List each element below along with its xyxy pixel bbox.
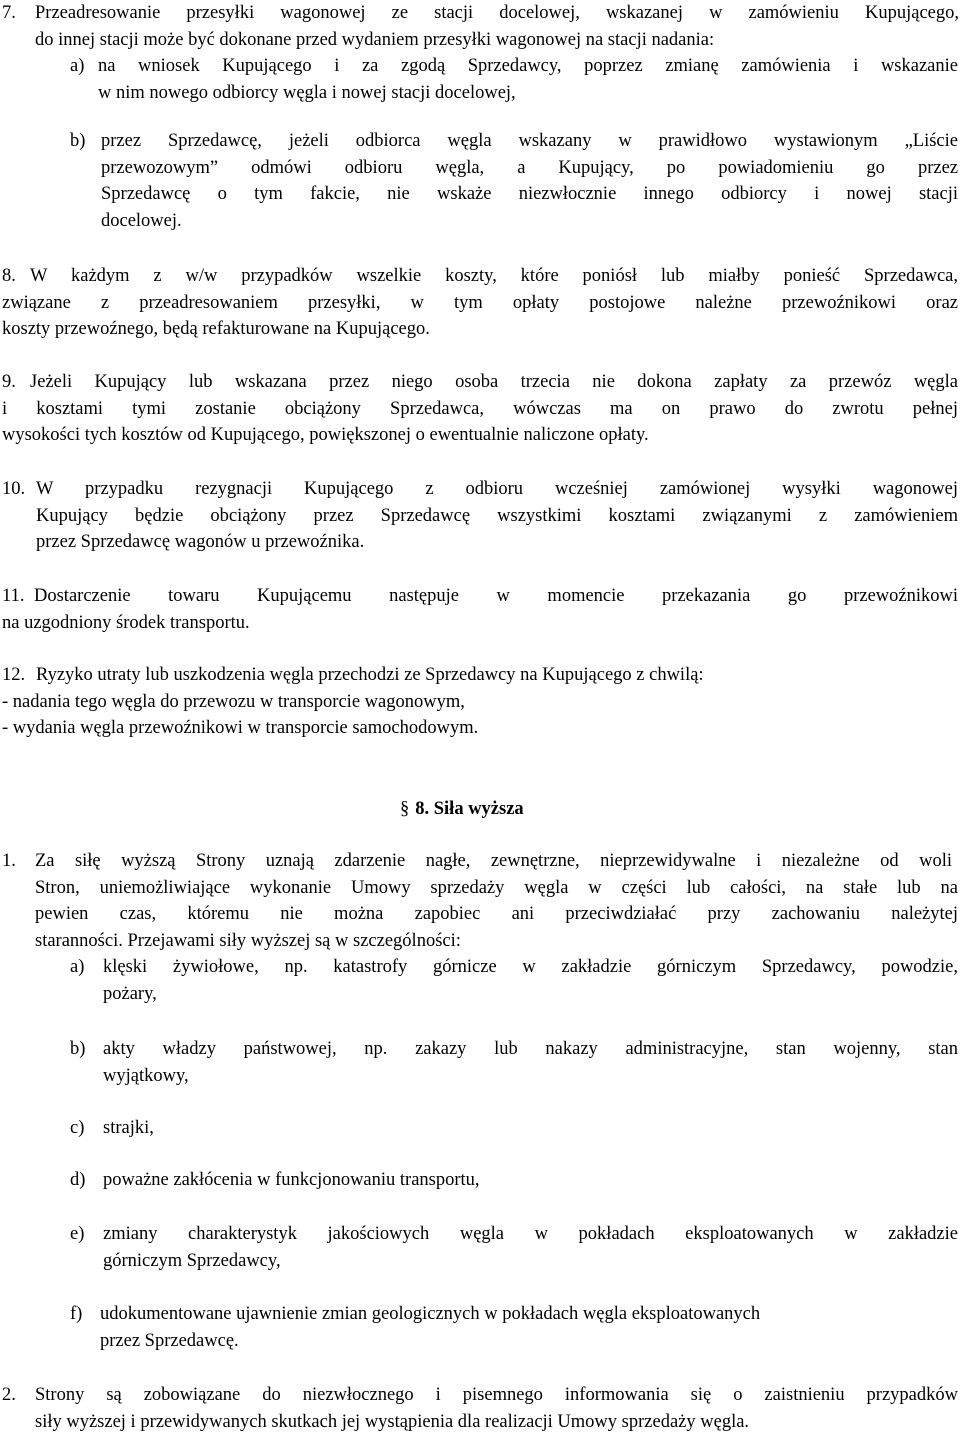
list-item-text-line: poważne zakłócenia w funkcjonowaniu transportu, <box>103 1170 480 1190</box>
paragraph-11 <box>0 583 960 636</box>
section-title: 8. Siła wyższa <box>415 799 524 819</box>
force-majeure-item-f <box>0 1301 960 1354</box>
list-label: e) <box>70 1224 85 1244</box>
paragraph-12 <box>0 662 960 742</box>
paragraph-text-line: pewien czas, któremu nie można zapobiec ani przeciwdziałać przy zachowaniu należytej <box>35 904 958 925</box>
paragraph-number: 7. <box>2 3 16 23</box>
list-label: c) <box>70 1118 85 1138</box>
list-label: b) <box>70 1039 86 1059</box>
list-item-text-line: górniczym Sprzedawcy, <box>103 1250 281 1271</box>
list-item-text-line: wyjątkowy, <box>103 1065 189 1086</box>
paragraph-text-line: związane z przeadresowaniem przesyłki, w tym opłaty postojowe należne przewoźnikowi oraz <box>2 292 958 313</box>
paragraph-number: 11. <box>2 586 25 606</box>
paragraph-text-line: W przypadku rezygnacji Kupującego z odbioru wcześniej zamówionej wysyłki wagonowej <box>36 479 958 499</box>
list-item-text-line: strajki, <box>103 1118 154 1138</box>
paragraph-number: 1. <box>2 851 16 871</box>
paragraph-8 <box>0 263 960 343</box>
list-item-text-line: pożary, <box>103 983 157 1004</box>
paragraph-number: 10. <box>2 479 26 499</box>
list-item-text-line: klęski żywiołowe, np. katastrofy górnicze w zakładzie górniczym Sprzedawcy, powodzie, <box>103 957 958 978</box>
paragraph-10 <box>0 476 960 556</box>
paragraph-text-line: Ryzyko utraty lub uszkodzenia węgla przechodzi ze Sprzedawcy na Kupującego z chwilą: <box>36 665 704 685</box>
list-item-text-line: akty władzy państwowej, np. zakazy lub nakazy administracyjne, stan wojenny, stan <box>103 1039 958 1059</box>
paragraph-text-line: Dostarczenie towaru Kupującemu następuje w momencie przekazania go przewoźnikowi <box>34 586 958 606</box>
list-item-text-line: przez Sprzedawcę. <box>100 1330 239 1351</box>
force-majeure-point-2 <box>0 1382 960 1435</box>
paragraph-number: 2. <box>2 1385 16 1405</box>
paragraph-text-line: Stron, uniemożliwiające wykonanie Umowy sprzedaży węgla w części lub całości, na stałe lub na <box>35 877 958 898</box>
paragraph-7 <box>0 0 960 106</box>
paragraph-text-line: na uzgodniony środek transportu. <box>2 612 250 633</box>
list-item-text-line: w nim nowego odbiorcy węgla i nowej stacji docelowej, <box>98 82 516 103</box>
list-label: d) <box>70 1170 86 1190</box>
list-item-text-line: udokumentowane ujawnienie zmian geologicznych w pokładach węgla eksploatowanych <box>100 1304 761 1324</box>
force-majeure-item-b <box>0 1036 960 1089</box>
force-majeure-item-d <box>0 1167 960 1194</box>
paragraph-text-line: Za siłę wyższą Strony uznają zdarzenie nagłe, zewnętrzne, nieprzewidywalne i niezależne od woli <box>35 851 952 871</box>
paragraph-text-line: - wydania węgla przewoźnikowi w transporcie samochodowym. <box>2 718 479 739</box>
paragraph-number: 12. <box>2 665 26 685</box>
section-heading <box>400 796 524 823</box>
paragraph-text-line: siły wyższej i przewidywanych skutkach jej wystąpienia dla realizacji Umowy sprzedaży węgla. <box>35 1411 750 1432</box>
paragraph-text-line: Przeadresowanie przesyłki wagonowej ze stacji docelowej, wskazanej w zamówieniu Kupującego, <box>35 3 959 23</box>
paragraph-text-line: wysokości tych kosztów od Kupującego, powiększonej o ewentualnie naliczone opłaty. <box>2 425 649 446</box>
force-majeure-point-1 <box>0 848 960 1008</box>
paragraph-7b <box>0 128 960 234</box>
list-label: a) <box>70 957 85 978</box>
paragraph-9 <box>0 369 960 449</box>
list-item-text-line: przewozowym” odmówi odbioru węgla, a Kupujący, po powiadomieniu go przez <box>101 157 958 178</box>
paragraph-text-line: koszty przewoźnego, będą refakturowane na Kupującego. <box>2 319 430 340</box>
list-item-text-line: Sprzedawcę o tym fakcie, nie wskaże niezwłocznie innego odbiorcy i nowej stacji <box>101 184 958 205</box>
paragraph-number: 8. <box>2 266 16 286</box>
list-item-text-line: przez Sprzedawcę, jeżeli odbiorca węgla wskazany w prawidłowo wystawionym „Liście <box>101 131 958 151</box>
force-majeure-item-c <box>0 1115 960 1142</box>
paragraph-symbol: § <box>400 799 410 819</box>
paragraph-text-line: Jeżeli Kupujący lub wskazana przez niego osoba trzecia nie dokona zapłaty za przewóz węgla <box>30 372 958 392</box>
paragraph-text-line: Kupujący będzie obciążony przez Sprzedawcę wszystkimi kosztami związanymi z zamówieniem <box>36 505 958 526</box>
paragraph-text-line: przez Sprzedawcę wagonów u przewoźnika. <box>36 532 365 553</box>
list-item-text-line: na wniosek Kupującego i za zgodą Sprzedawcy, poprzez zmianę zamówienia i wskazanie <box>98 56 958 77</box>
list-label: b) <box>70 131 86 151</box>
paragraph-text-line: Strony są zobowiązane do niezwłocznego i pisemnego informowania się o zaistnieniu przypadków <box>35 1385 958 1405</box>
list-label: f) <box>70 1304 83 1324</box>
list-label: a) <box>70 56 85 77</box>
paragraph-number: 9. <box>2 372 16 392</box>
list-item-text-line: zmiany charakterystyk jakościowych węgla w pokładach eksploatowanych w zakładzie <box>103 1224 958 1244</box>
paragraph-text-line: i kosztami tymi zostanie obciążony Sprzedawca, wówczas ma on prawo do zwrotu pełnej <box>2 398 958 419</box>
list-item-text-line: docelowej. <box>101 210 182 231</box>
paragraph-text-line: staranności. Przejawami siły wyższej są w szczególności: <box>35 930 461 951</box>
paragraph-text-line: - nadania tego węgla do przewozu w transporcie wagonowym, <box>2 691 465 712</box>
paragraph-text-line: do innej stacji może być dokonane przed wydaniem przesyłki wagonowej na stacji nadania: <box>35 29 715 50</box>
force-majeure-item-e <box>0 1221 960 1274</box>
paragraph-text-line: W każdym z w/w przypadków wszelkie koszty, które poniósł lub miałby ponieść Sprzedawca, <box>30 266 958 286</box>
